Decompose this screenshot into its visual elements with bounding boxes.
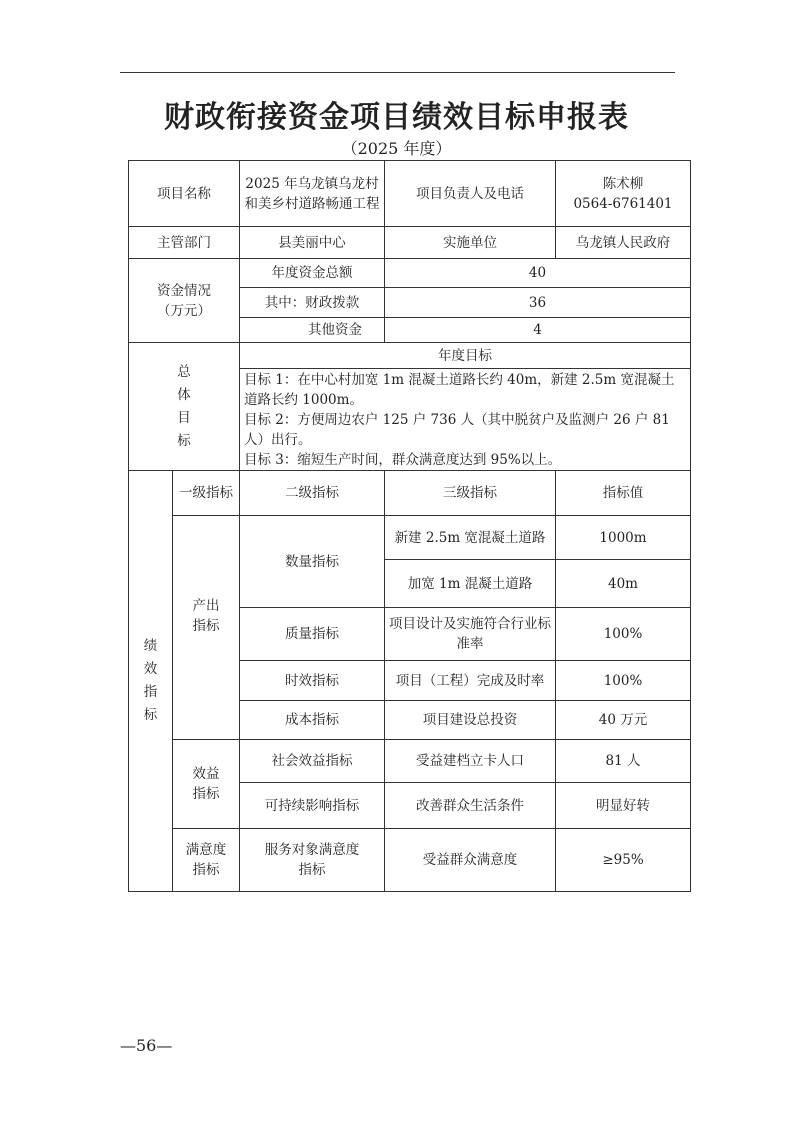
indicator-value: 100%: [556, 608, 691, 661]
indicator-name: 受益建档立卡人口: [385, 740, 556, 783]
quality-label: 质量指标: [240, 608, 385, 661]
satisfaction-label: 满意度 指标: [173, 829, 240, 892]
header-level3: 三级指标: [385, 471, 556, 516]
funds-unit: （万元）: [157, 302, 211, 319]
impl-label: 实施单位: [385, 227, 556, 259]
performance-table: [128, 160, 691, 892]
funds-row-label: 年度资金总额: [240, 259, 385, 288]
cost-label: 成本指标: [240, 701, 385, 740]
indicator-name: 项目（工程）完成及时率: [385, 661, 556, 701]
indicator-value: 40 万元: [556, 701, 691, 740]
goals-label: 总 体 目 标: [129, 343, 240, 471]
funds-row-label: 其他资金: [240, 318, 385, 343]
goal-line: 目标 2：方便周边农户 125 户 736 人（其中脱贫户及监测户 26 户 81 人）出行。: [244, 411, 670, 448]
sustain-label: 可持续影响指标: [240, 783, 385, 829]
indicators-label: 绩 效 指 标: [129, 471, 173, 892]
header-level2: 二级指标: [240, 471, 385, 516]
project-name: 2025 年乌龙镇乌龙村和美乡村道路畅通工程: [240, 161, 385, 227]
goals-text: [240, 369, 691, 471]
indicator-value: ≥95%: [556, 829, 691, 892]
indicator-name: 项目设计及实施符合行业标准率: [385, 608, 556, 661]
contact-name: 陈术柳: [602, 175, 644, 192]
social-label: 社会效益指标: [240, 740, 385, 783]
output-label: 产出 指标: [173, 516, 240, 740]
funds-label-cell: [129, 259, 240, 343]
funds-row-value: 36: [385, 288, 691, 318]
time-label: 时效指标: [240, 661, 385, 701]
indicator-value: 100%: [556, 661, 691, 701]
dept-label: 主管部门: [129, 227, 240, 259]
indicator-name: 加宽 1m 混凝土道路: [385, 560, 556, 608]
page-subtitle: （2025 年度）: [341, 139, 452, 158]
indicator-name: 新建 2.5m 宽混凝土道路: [385, 516, 556, 560]
indicator-value: 明显好转: [556, 783, 691, 829]
funds-row-value: 40: [385, 259, 691, 288]
contact-phone: 0564-6761401: [573, 195, 673, 212]
indicator-value: 81 人: [556, 740, 691, 783]
indicator-value: 1000m: [556, 516, 691, 560]
benefit-label: 效益 指标: [173, 740, 240, 829]
page-number: —56—: [120, 1036, 173, 1055]
funds-label: 资金情况: [157, 282, 211, 299]
impl-value: 乌龙镇人民政府: [556, 227, 691, 259]
indicator-name: 改善群众生活条件: [385, 783, 556, 829]
indicator-value: 40m: [556, 560, 691, 608]
funds-row-value: 4: [385, 318, 691, 343]
goal-line: 目标 1：在中心村加宽 1m 混凝土道路长约 40m，新建 2.5m 宽混凝土道路长约 1000m。: [244, 371, 675, 408]
goal-line: 目标 3：缩短生产时间，群众满意度达到 95%以上。: [244, 451, 562, 468]
quantity-label: 数量指标: [240, 516, 385, 608]
contact-label: 项目负责人及电话: [385, 161, 556, 227]
contact-cell: [556, 161, 691, 227]
indicator-name: 项目建设总投资: [385, 701, 556, 740]
indicator-name: 受益群众满意度: [385, 829, 556, 892]
funds-row-label: 其中：财政拨款: [240, 288, 385, 318]
header-value: 指标值: [556, 471, 691, 516]
page-title: 财政衔接资金项目绩效目标申报表: [164, 100, 629, 135]
satisfaction-l2-label: 服务对象满意度指标: [240, 829, 385, 892]
goals-header: 年度目标: [240, 343, 691, 369]
header-level1: 一级指标: [173, 471, 240, 516]
project-name-label: 项目名称: [129, 161, 240, 227]
dept-value: 县美丽中心: [240, 227, 385, 259]
header-rule: [120, 72, 675, 73]
